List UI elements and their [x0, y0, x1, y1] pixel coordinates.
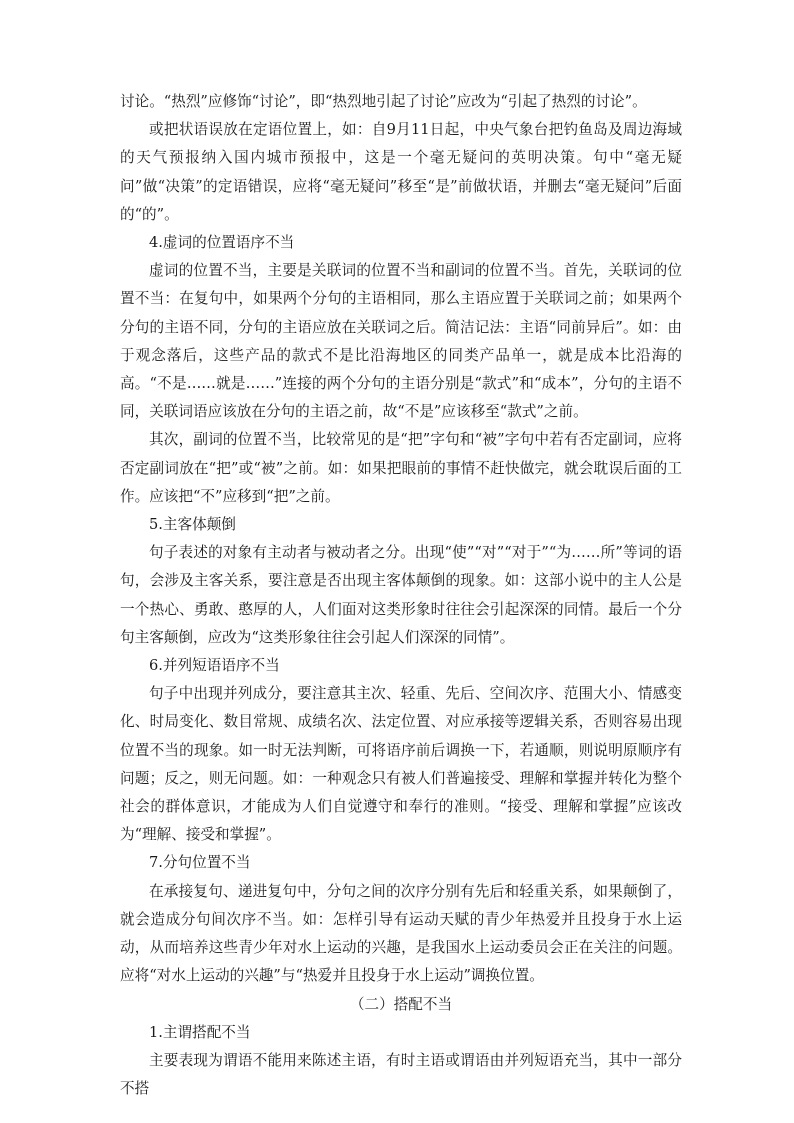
section-heading-parallel-phrases: 6.并列短语语序不当	[149, 657, 280, 675]
section-heading-clause-order: 7.分句位置不当	[149, 854, 251, 872]
section-heading-subject-predicate: 1.主谓搭配不当	[149, 1023, 251, 1041]
paragraph-continuation: 讨论。“热烈”应修饰“讨论”，即“热烈地引起了讨论”应改为“引起了热烈的讨论”。	[120, 93, 647, 110]
section-heading-subject-object: 5.主客体颠倒	[149, 516, 236, 534]
section-title-collocation: （二）搭配不当	[349, 995, 453, 1013]
paragraph-parallel-phrases: 句子中出现并列成分，要注意其主次、轻重、先后、空间次序、范围大小、情感变化、时局变化、数目常规、成绩名次、法定位置、对应承接等逻辑关系，否则容易出现位置不当的现象。如一时无法判断，可将语序前后调换一下，若通顺，则说明原顺序有问题；反之，则无问题。如：一种观念只有被人们普遍接受、理解和掌握并转化为整个社会的群体意识，才能成为人们自觉遵守和奉行的准则。“接受、理解和掌握”应该改为“理解、接受和掌握”。	[120, 685, 682, 844]
paragraph-clause-order: 在承接复句、递进复句中，分句之间的次序分别有先后和轻重关系，如果颠倒了，就会造成分句间次序不当。如：怎样引导有运动天赋的青少年热爱并且投身于水上运动，从而培养这些青少年对水上运动的兴趣，是我国水上运动委员会正在关注的问题。应将“对水上运动的兴趣”与“热爱并且投身于水上运动”调换位置。	[120, 882, 682, 985]
document-page	[120, 88, 682, 1103]
paragraph-subject-object: 句子表述的对象有主动者与被动者之分。出现“使”“对”“对于”“为……所”等词的语句，会涉及主客关系，要注意是否出现主客体颠倒的现象。如：这部小说中的主人公是一个热心、勇敢、憨厚的人，人们面对这类形象时往往会引起深深的同情。最后一个分句主客颠倒，应改为“这类形象往往会引起人们深深的同情”。	[120, 544, 682, 646]
paragraph-adverbial-misplaced: 或把状语误放在定语位置上，如：自9月11日起，中央气象台把钓鱼岛及周边海域的天气预报纳入国内城市预报中，这是一个毫无疑问的英明决策。句中“毫无疑问”做“决策”的定语错误，应将“毫无疑问”移至“是”前做状语，并删去“毫无疑问”后面的“的”。	[120, 121, 682, 223]
section-heading-function-words: 4.虚词的位置语序不当	[149, 234, 295, 252]
paragraph-adverbs: 其次，副词的位置不当，比较常见的是“把”字句和“被”字句中若有否定副词，应将否定副词放在“把”或“被”之前。如：如果把眼前的事情不赶快做完，就会耽误后面的工作。应该把“不”应移到“把”之前。	[120, 431, 682, 505]
paragraph-function-words: 虚词的位置不当，主要是关联词的位置不当和副词的位置不当。首先，关联词的位置不当：在复句中，如果两个分句的主语相同，那么主语应置于关联词之前；如果两个分句的主语不同，分句的主语应放在关联词之后。简洁记法：主语“同前异后”。如：由于观念落后，这些产品的款式不是比沿海地区的同类产品单一，就是成本比沿海的高。“不是……就是……”连接的两个分句的主语分别是“款式”和“成本”，分句的主语不同，关联词语应该放在分句的主语之前，故“不是”应该移至“款式”之前。	[120, 262, 682, 421]
paragraph-subject-predicate: 主要表现为谓语不能用来陈述主语，有时主语或谓语由并列短语充当，其中一部分不搭	[120, 1051, 682, 1098]
